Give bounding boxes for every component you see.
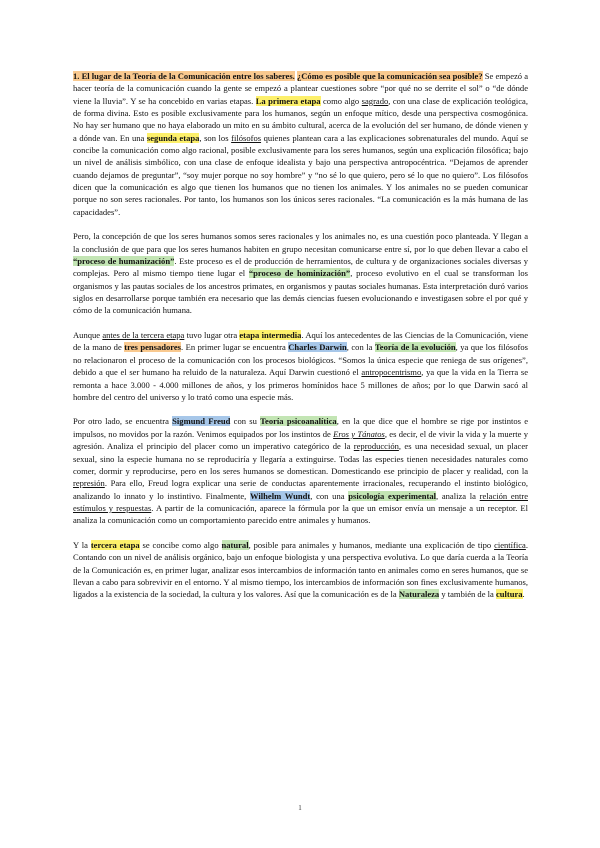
underline-reproduccion: reproducción	[353, 441, 399, 452]
text-run: Y la	[73, 539, 91, 550]
page-number: 1	[298, 804, 302, 812]
text-run: . Para ello, Freud logra explicar una serie de conductas aparentemente irracionales, recuperando el instinto biológico, analizando lo innato y lo instintivo. Finalmente,	[73, 478, 528, 501]
paragraph-freud-wundt	[73, 415, 528, 526]
highlight-natural: natural	[221, 539, 249, 550]
highlight-experimental-psychology: psicología experimental	[348, 490, 436, 501]
text-run: . Aquí los antecedentes de las Ciencias de la Comunicación, viene de la mano de	[73, 330, 528, 353]
paragraph-third-stage	[73, 539, 528, 601]
text-run: Aunque	[73, 330, 103, 341]
underline-represion: represión	[73, 478, 105, 489]
text-run: se concibe como algo	[139, 539, 222, 550]
text-run: . A partir de la comunicación, aparece la fórmula por la que un emisor envía un mensaje a un receptor. El analiza la comunicación como un comportamiento parecido entre animales y humanos.	[73, 502, 528, 526]
underline-sagrado: sagrado	[361, 95, 389, 106]
paragraph-humanization	[73, 230, 528, 316]
highlight-first-stage: La primera etapa	[255, 95, 321, 106]
text-run: y también de la	[439, 589, 496, 600]
text-run: , son los	[199, 132, 232, 143]
highlight-question: ¿Cómo es posible que la comunicación sea posible?	[296, 71, 483, 81]
text-run: . En primer lugar se encuentra	[181, 342, 289, 353]
paragraph-intermediate-stage	[73, 329, 528, 403]
text-run: , con una	[310, 490, 349, 501]
text-run: tuvo lugar otra	[184, 330, 240, 341]
text-run: Se empezó a hacer teoría de la comunicación cuando la gente se empezó a plantear cuestiones sobre “por qué no se derrite el sol” o “de dónde viene la lluvia”. Y se ha concebido en varias etapas.	[73, 71, 529, 106]
underline-before-third-stage: antes de la tercera etapa	[102, 330, 185, 341]
highlight-naturaleza: Naturaleza	[398, 589, 440, 600]
text-run: , es una necesidad sexual, un placer sexual, sino la especie humana no se reproduciría y llegaría a extinguirse. Todas las especies tienen necesidades naturales como comer, dormir y reproducirse, pero en los seres humanos se domestican. Domesticando ese principio de placer y realidad, con la	[73, 441, 528, 476]
highlight-darwin: Charles Darwin	[288, 342, 347, 353]
text-run: . Este proceso es el de producción de herramientos, de cultura y de organizaciones sociales diversas y complejas. Pero al mismo tiempo tiene lugar el	[73, 256, 528, 279]
highlight-three-thinkers: tres pensadores	[124, 342, 182, 353]
text-run: Por otro lado, se encuentra	[73, 416, 173, 427]
text-run: como algo	[320, 95, 362, 106]
text-run: .	[522, 589, 525, 600]
underline-antropocentrismo: antropocentrismo	[361, 367, 422, 378]
highlight-second-stage: segunda etapa	[146, 132, 200, 143]
text-run: Pero, la concepción de que los seres humanos somos seres racionales y los animales no, es una cuestión poco planteada. Y llegan a la conclusión de que para que los seres humanos habiten en grupo necesitan comunicarse entre sí, por lo que deben llevar a cabo el	[73, 231, 528, 254]
highlight-cultura: cultura	[495, 589, 523, 600]
underline-cientifica: científica	[494, 539, 526, 550]
underline-filosofos: filósofos	[231, 132, 262, 143]
text-run: . Contando con un nivel de análisis orgánico, bajo un enfoque biologista y una perspectiva evolutiva. Lo que daría cuerda a la Teoría de la Comunicación es, en primer lugar, analizar esos intercambios de información tanto en animales como en seres humanos, que se llevan a cabo para sobrevivir en el entorno. Y al mismo tiempo, los intercambios de información son fines exclusivamente humanos, ligados a la existencia de la sociedad, la cultura y los valores. Así que la comunicación es de la	[73, 539, 528, 600]
text-run: , analiza la	[436, 490, 480, 501]
highlight-evolution-theory: Teoría de la evolución	[374, 342, 456, 353]
text-run: , es decir, el de vivir la vida y la muerte y agresión. Analiza el principio del placer como un imperativo categórico de la	[73, 428, 529, 452]
text-run: , ya que los filósofos no relacionaron el proceso de la comunicación con los procesos biológicos. “Somos la única especie que reniega de sus orígenes”, debido a que el ser humano ha reluido de la naturaleza. Aquí Darwin cuestionó el	[73, 342, 528, 378]
paragraph-intro	[73, 70, 528, 218]
text-run: , en la que dice que el hombre se rige por instintos e impulsos, no movidos por la razón. Venimos equipados por los instintos de	[73, 416, 529, 439]
underline-eros-tanatos: Eros y Tánatos	[333, 428, 385, 439]
text-run: con su	[230, 416, 261, 427]
highlight-psychoanalytic-theory: Teoría psicoanalítica	[260, 416, 337, 427]
text-run: quienes plantean cara a las explicaciones sobrenaturales del mundo. Aquí se concibe la comunicación como algo racional, posible exclusivamente para los seres humanos, según una explicación filosófica; bajo un nivel de análisis simbólico, con una clase de enfoque idealista y bajo una perspectiva antropocéntrica. “Dejamos de aprender cuando dejamos de preguntar”, “soy mujer porque no soy hombre” y “no sé lo que quiero, pero sé lo que no quiero”. Los filósofos dicen que la comunicación es algo que tienen los humanos que no tienen los animales. Y los animales no se pueden comunicar porque no son seres racionales. Por tanto, los humanos son los únicos seres racionales. “La comunicación es la más humana de las capacidades”.	[73, 132, 528, 217]
highlight-hominizacion: “proceso de hominización”	[248, 268, 351, 279]
text-run: , posible para animales y humanos, mediante una explicación de tipo	[248, 539, 495, 550]
text-run: , con una clase de explicación teológica, de forma divina. Esto es posible exclusivamente para los humanos, según un enfoque mítico, desde una perspectiva cosmogónica. No hay ser humano que no haya elaborado un mito en su ámbito cultural, acerca de la evolución del ser humano, de dónde vienen y a dónde van. En una	[73, 95, 528, 143]
text-run: , ya que la vida en la Tierra se remonta a hace 3.000 - 4.000 millones de años, y los primeros homínidos hace 5 millones de años; por lo que Darwin sacó al hombre del centro del universo y lo trató como una especie más.	[73, 367, 528, 402]
highlight-freud: Sigmund Freud	[172, 416, 231, 427]
section-heading: 1. El lugar de la Teoría de la Comunicación entre los saberes.	[73, 71, 295, 81]
underline-stimulus-response: relación entre estímulos y respuestas	[73, 490, 528, 513]
highlight-humanizacion: “proceso de humanización”	[73, 256, 175, 267]
highlight-wundt: Wilhelm Wundt	[250, 490, 311, 501]
text-run: , proceso evolutivo en el cual se transforman los organismos y las pautas sociales de los ancestros primates, en organismos y pautas sociales humanas. Esta interpretación duró varios siglos en desarrollarse porque también era necesario que las demás ciencias fuesen evolucionando e investigasen sobre el por qué y cómo de la comunicación humana.	[73, 268, 528, 316]
text-run: , con la	[346, 342, 375, 353]
highlight-third-stage: tercera etapa	[90, 539, 140, 550]
highlight-intermediate-stage: etapa intermedia	[239, 330, 302, 341]
